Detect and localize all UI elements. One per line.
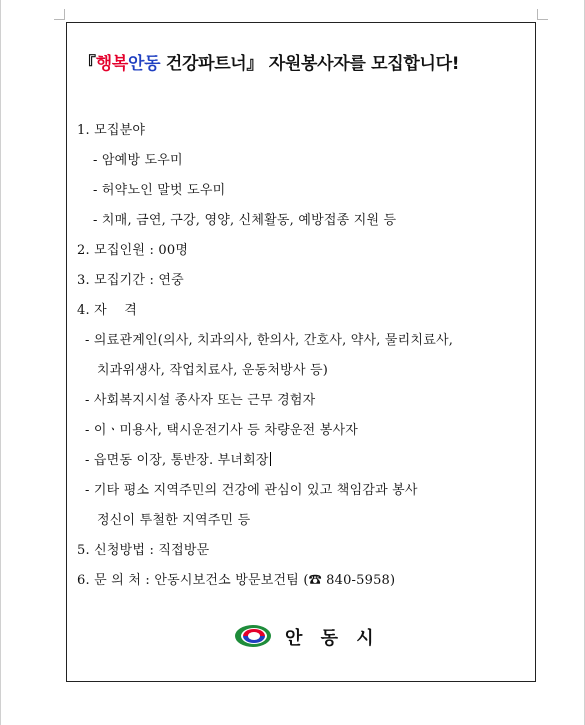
notice-box xyxy=(66,22,536,682)
title-part-blue: 안동 xyxy=(127,54,161,74)
section-recruit-count: 2. 모집인원 : 00명 xyxy=(77,243,189,258)
list-item-village-leaders xyxy=(85,449,271,468)
list-item-welfare-worker: - 사회복지시설 종사자 또는 근무 경험자 xyxy=(85,393,316,408)
city-name: 안 동 시 xyxy=(285,628,380,649)
village-leaders-text: - 읍면동 이장, 통반장. 부녀회장 xyxy=(85,453,269,468)
section-apply-method: 5. 신청방법 : 직접방문 xyxy=(77,543,210,558)
list-item-driver-volunteer: - 이ㆍ미용사, 택시운전기사 등 차량운전 봉사자 xyxy=(85,423,358,438)
list-item-other-residents-cont: 정신이 투철한 지역주민 등 xyxy=(97,513,251,528)
title-open-bracket: 『 xyxy=(79,54,96,74)
page-margin-corner-left xyxy=(54,9,65,20)
text-cursor xyxy=(270,452,271,466)
list-item-cancer-prevention: - 암예방 도우미 xyxy=(93,153,183,168)
list-item-other-residents: - 기타 평소 지역주민의 건강에 관심이 있고 책임감과 봉사 xyxy=(85,483,418,498)
list-item-medical-staff-cont: 치과위생사, 작업치료사, 운동처방사 등) xyxy=(97,363,329,378)
andong-city-emblem-icon xyxy=(233,623,273,649)
section-recruit-period: 3. 모집기간 : 연중 xyxy=(77,273,184,288)
section-qualification: 4. 자 격 xyxy=(77,303,137,318)
section-recruit-field: 1. 모집분야 xyxy=(77,123,146,138)
section-contact: 6. 문 의 처 : 안동시보건소 방문보건팀 (☎ 840-5958) xyxy=(77,573,396,588)
title-part-rest: 건강파트너』 자원봉사자를 모집합니다! xyxy=(160,54,460,74)
list-item-elderly-companion: - 허약노인 말벗 도우미 xyxy=(93,183,226,198)
list-item-health-support: - 치매, 금연, 구강, 영양, 신체활동, 예방접종 지원 등 xyxy=(93,213,397,228)
list-item-medical-staff: - 의료관계인(의사, 치과의사, 한의사, 간호사, 약사, 물리치료사, xyxy=(85,333,454,348)
page-margin-corner-right xyxy=(537,9,548,20)
title-part-red: 행복 xyxy=(95,54,128,74)
page-edge-left xyxy=(0,0,1,725)
notice-title xyxy=(79,49,529,74)
city-logo xyxy=(233,623,380,649)
